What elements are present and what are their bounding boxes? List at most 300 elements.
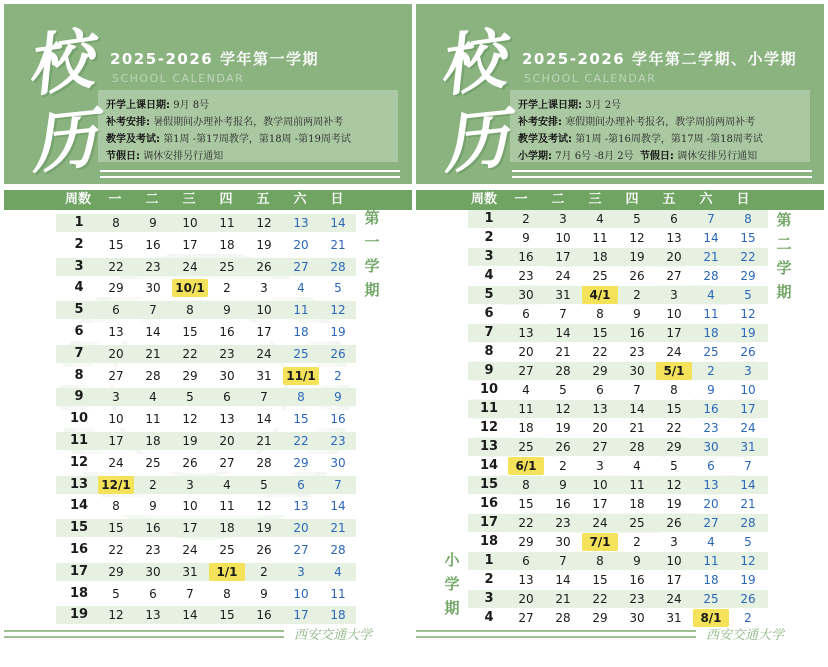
day-cell: 19 [740,573,756,587]
day-cell: 24 [182,259,198,274]
day-cell: 25 [293,346,309,361]
week-number: 17 [479,515,499,530]
day-cell: 25 [592,269,608,283]
day-cell: 10 [256,303,272,318]
day-cell: 29 [293,455,309,470]
day-cell: 4 [334,564,342,579]
weekday-header: 二 [551,192,565,207]
semester-info-box [510,90,810,162]
day-cell: 31 [666,611,682,625]
day-cell: 11 [219,216,235,230]
day-cell: 16 [145,521,161,536]
day-cell: 6 [223,390,231,405]
week-number: 5 [74,302,84,318]
day-cell: 25 [629,516,645,530]
day-cell: 9 [559,478,567,492]
day-cell: 18 [145,434,161,448]
makeup-exam-line: 补考安排: 暑假期间办理补考报名，教学周前两周补考 [106,117,344,128]
day-cell: 8 [670,383,678,397]
day-cell: 21 [256,434,272,448]
weekday-header: 四 [625,192,639,207]
day-cell: 4 [633,459,641,473]
day-cell: 29 [182,368,198,383]
week-number: 3 [74,258,84,274]
day-cell: 21 [555,592,571,606]
day-cell: 14 [145,325,161,339]
day-cell: 12 [666,478,682,492]
week-number: 18 [69,585,89,601]
day-cell: 23 [703,421,719,435]
day-cell: 9 [334,390,342,405]
day-cell: 28 [703,269,719,283]
day-cell: 17 [555,250,571,264]
day-cell: 26 [740,592,756,606]
day-cell: 23 [145,259,161,274]
day-cell: 21 [330,237,346,252]
day-cell: 14 [256,412,272,427]
day-cell: 30 [629,611,645,625]
week-number: 13 [69,476,89,492]
day-cell: 14 [182,608,198,623]
day-cell: 17 [182,237,198,252]
day-cell: 27 [293,543,309,557]
day-cell: 3 [297,564,305,579]
calendar-header [4,4,412,184]
day-cell: 28 [629,440,645,454]
day-cell: 21 [330,521,346,536]
day-cell: 15 [108,237,124,252]
day-cell: 7 [559,307,567,321]
weekday-header-row [416,190,824,210]
side-label-char: 期 [444,599,460,617]
second-semester-panel [416,0,828,667]
day-cell: 23 [330,434,346,448]
day-cell: 31 [256,368,272,383]
school-calendar-subtitle: SCHOOL CALENDAR [524,72,657,85]
day-cell: 23 [518,269,534,283]
day-cell: 8 [112,216,120,230]
week-number: 1 [484,211,494,226]
day-cell: 19 [666,497,682,511]
day-cell: 5 [633,212,641,226]
week-number: 2 [484,572,494,587]
day-cell: 26 [629,269,645,283]
university-signature: 西安交通大学 [706,628,785,643]
day-cell: 12 [256,499,272,514]
day-cell: 22 [740,250,756,264]
day-cell: 23 [145,543,161,557]
week-number: 16 [69,542,89,557]
divider-line [512,176,812,178]
university-signature: 西安交通大学 [294,628,373,643]
day-cell: 2 [633,288,641,302]
week-number: 9 [484,363,494,378]
week-number: 9 [74,389,84,405]
divider-line [100,176,400,178]
day-cell: 25 [703,592,719,606]
day-cell: 26 [182,455,198,470]
day-cell: 10 [182,499,198,514]
day-cell: 17 [740,402,756,416]
week-number-header: 周数 [470,192,497,207]
side-label-char: 期 [776,283,792,301]
day-cell: 16 [145,237,161,252]
day-cell: 4 [149,390,157,405]
day-cell: 31 [555,288,571,302]
day-cell: 24 [182,543,198,557]
day-cell: 9 [149,499,157,514]
day-cell: 19 [629,250,645,264]
day-cell: 19 [256,521,272,536]
divider-line [512,170,812,172]
day-cell: 23 [629,592,645,606]
day-cell: 16 [518,250,534,264]
day-cell: 8 [297,390,305,405]
day-cell: 5 [186,390,194,405]
day-cell: 27 [219,455,235,470]
day-cell: 27 [518,611,534,625]
bottom-divider [4,630,284,632]
day-cell: 10 [666,307,682,321]
day-cell: 19 [256,237,272,252]
day-cell: 12 [740,307,756,321]
day-cell: 8 [596,554,604,568]
day-cell: 24 [592,516,608,530]
school-calendar-subtitle: SCHOOL CALENDAR [112,72,245,85]
day-cell: 30 [145,564,161,579]
bottom-divider [416,636,696,638]
day-cell: 5 [334,281,342,296]
day-cell: 11 [293,303,309,318]
week-number: 4 [74,280,84,296]
day-cell: 31 [740,440,756,454]
day-cell: 9 [223,303,231,318]
day-cell: 20 [666,250,682,264]
day-cell: 24 [666,345,682,359]
day-cell: 15 [108,521,124,536]
day-cell: 23 [219,346,235,361]
week-number: 8 [484,344,494,359]
day-cell: 29 [740,269,756,283]
day-cell: 25 [145,455,161,470]
day-cell: 2 [223,281,231,296]
day-cell: 3 [186,477,194,492]
day-cell: 11 [629,478,645,492]
day-cell: 28 [145,368,161,383]
day-cell: 10 [108,412,124,427]
day-cell: 2 [707,364,715,378]
day-cell: 27 [518,364,534,378]
side-label-char: 期 [364,281,380,299]
week-number: 15 [479,477,499,492]
weekday-header: 一 [108,192,122,207]
week-number: 3 [484,249,494,264]
day-cell: 18 [518,421,534,435]
day-cell: 7 [149,303,157,318]
day-cell: 13 [108,325,124,339]
holiday-line: 节假日: 调休安排另行通知 [106,151,224,162]
day-cell: 30 [145,281,161,296]
calendar-header [416,4,824,184]
month-start-cell: 5/1 [656,362,692,380]
day-cell: 15 [592,326,608,340]
week-number: 8 [74,367,84,383]
start-date-line: 开学上课日期: 3月 2号 [518,100,622,111]
day-cell: 5 [744,288,752,302]
week-number: 14 [69,498,89,514]
day-cell: 9 [633,554,641,568]
day-cell: 18 [219,521,235,536]
day-cell: 29 [666,440,682,454]
week-number: 10 [479,382,499,397]
day-cell: 19 [555,421,571,435]
day-cell: 7 [334,477,342,492]
day-cell: 30 [703,440,719,454]
day-cell: 12 [555,402,571,416]
day-cell: 6 [596,383,604,397]
weekday-header: 五 [662,192,676,207]
side-label-char: 第 [776,211,792,229]
week-number: 12 [479,420,499,435]
day-cell: 15 [518,497,534,511]
day-cell: 21 [740,497,756,511]
bottom-divider [4,636,284,638]
day-cell: 22 [592,592,608,606]
day-cell: 2 [522,212,530,226]
day-cell: 22 [666,421,682,435]
day-cell: 28 [555,364,571,378]
day-cell: 3 [596,459,604,473]
day-cell: 7 [186,586,194,601]
day-cell: 3 [112,390,120,405]
day-cell: 2 [334,368,342,383]
day-cell: 24 [740,421,756,435]
day-cell: 8 [522,478,530,492]
day-cell: 7 [559,554,567,568]
day-cell: 17 [592,497,608,511]
day-cell: 27 [108,368,124,383]
day-cell: 27 [592,440,608,454]
day-cell: 18 [293,325,309,339]
day-cell: 29 [592,611,608,625]
day-cell: 24 [666,592,682,606]
day-cell: 4 [297,281,305,296]
day-cell: 21 [703,250,719,264]
day-cell: 25 [518,440,534,454]
day-cell: 12 [182,412,198,427]
day-cell: 5 [744,535,752,549]
day-cell: 16 [256,608,272,623]
month-start-cell: 10/1 [172,279,208,297]
day-cell: 24 [108,455,124,470]
week-number: 14 [479,458,499,473]
day-cell: 29 [518,535,534,549]
day-cell: 26 [256,259,272,274]
day-cell: 21 [145,346,161,361]
day-cell: 4 [707,535,715,549]
day-cell: 20 [293,237,309,252]
day-cell: 22 [518,516,534,530]
day-cell: 14 [330,216,346,230]
day-cell: 17 [182,521,198,536]
day-cell: 27 [666,269,682,283]
day-cell: 6 [297,477,305,492]
week-number: 19 [69,607,89,623]
day-cell: 11 [703,307,719,321]
day-cell: 25 [219,543,235,557]
day-cell: 2 [559,459,567,473]
day-cell: 14 [740,478,756,492]
day-cell: 16 [555,497,571,511]
month-start-cell: 4/1 [582,286,618,304]
day-cell: 15 [219,608,235,623]
day-cell: 3 [559,212,567,226]
month-start-cell: 11/1 [283,367,319,385]
semester-title: 2025-2026 学年第一学期 [110,50,319,68]
day-cell: 4 [596,212,604,226]
day-cell: 21 [555,345,571,359]
week-number: 10 [69,411,89,427]
day-cell: 16 [330,412,346,427]
week-number: 3 [484,591,494,606]
month-start-cell: 12/1 [98,476,134,494]
day-cell: 26 [555,440,571,454]
day-cell: 13 [219,412,235,427]
day-cell: 30 [629,364,645,378]
day-cell: 4 [223,477,231,492]
week-number: 17 [69,563,89,579]
month-start-cell: 7/1 [582,533,618,551]
day-cell: 27 [703,516,719,530]
day-cell: 9 [522,231,530,245]
weekday-header: 四 [219,192,233,207]
day-cell: 22 [108,543,124,557]
day-cell: 5 [559,383,567,397]
day-cell: 10 [555,231,571,245]
week-number: 16 [479,496,499,511]
day-cell: 21 [629,421,645,435]
day-cell: 3 [670,535,678,549]
day-cell: 30 [518,288,534,302]
day-cell: 12 [740,554,756,568]
day-cell: 22 [592,345,608,359]
month-start-cell: 8/1 [693,609,729,627]
day-cell: 16 [629,326,645,340]
week-number: 11 [479,401,499,416]
day-cell: 14 [555,326,571,340]
day-cell: 13 [293,499,309,514]
day-cell: 15 [182,325,198,339]
day-cell: 17 [293,608,309,623]
start-date-line: 开学上课日期: 9月 8号 [106,100,210,111]
day-cell: 17 [666,326,682,340]
month-start-cell: 1/1 [209,563,245,581]
makeup-exam-line: 补考安排: 寒假期间办理补考报名，教学周前两周补考 [518,117,756,128]
day-cell: 18 [629,497,645,511]
day-cell: 29 [108,281,124,296]
day-cell: 6 [707,459,715,473]
day-cell: 7 [744,459,752,473]
day-cell: 28 [555,611,571,625]
day-cell: 8 [112,499,120,514]
weekday-header: 二 [145,192,159,207]
week-number: 15 [69,520,89,536]
day-cell: 14 [703,231,719,245]
day-cell: 5 [112,586,120,601]
day-cell: 31 [182,564,198,579]
calligraphy-li: 历 [26,98,100,184]
day-cell: 9 [707,383,715,397]
day-cell: 22 [293,434,309,448]
day-cell: 7 [633,383,641,397]
bottom-divider [416,630,696,632]
week-number: 11 [69,433,89,448]
day-cell: 9 [149,216,157,230]
day-cell: 29 [592,364,608,378]
day-cell: 4 [707,288,715,302]
calligraphy-xiao: 校 [432,19,510,107]
day-cell: 16 [219,325,235,339]
week-number: 18 [479,534,499,549]
week-number: 5 [484,287,494,302]
day-cell: 10 [592,478,608,492]
day-cell: 24 [555,269,571,283]
day-cell: 2 [260,564,268,579]
day-cell: 8 [596,307,604,321]
side-label-char: 二 [776,235,792,253]
weekday-header: 三 [182,192,196,207]
day-cell: 26 [256,543,272,557]
day-cell: 13 [518,573,534,587]
day-cell: 28 [330,259,346,274]
day-cell: 13 [592,402,608,416]
day-cell: 7 [707,212,715,226]
week-number: 6 [74,324,84,339]
day-cell: 10 [293,586,309,601]
day-cell: 26 [740,345,756,359]
day-cell: 20 [592,421,608,435]
day-cell: 30 [555,535,571,549]
day-cell: 3 [260,281,268,296]
day-cell: 6 [670,212,678,226]
day-cell: 11 [330,586,346,601]
semester-info-box [98,90,398,162]
day-cell: 19 [740,326,756,340]
side-label-char: 第 [364,209,380,227]
day-cell: 18 [703,326,719,340]
day-cell: 23 [629,345,645,359]
weekday-header: 五 [256,192,270,207]
day-cell: 11 [592,231,608,245]
day-cell: 30 [330,455,346,470]
day-cell: 25 [703,345,719,359]
day-cell: 20 [219,434,235,448]
week-number: 7 [74,345,84,361]
day-cell: 17 [108,434,124,448]
day-cell: 29 [108,564,124,579]
day-cell: 10 [666,554,682,568]
week-number: 4 [484,610,494,625]
day-cell: 6 [112,303,120,318]
week-number: 2 [74,236,84,252]
day-cell: 18 [592,250,608,264]
day-cell: 23 [555,516,571,530]
day-cell: 20 [293,521,309,536]
day-cell: 28 [740,516,756,530]
day-cell: 28 [256,455,272,470]
day-cell: 3 [744,364,752,378]
day-cell: 20 [518,592,534,606]
